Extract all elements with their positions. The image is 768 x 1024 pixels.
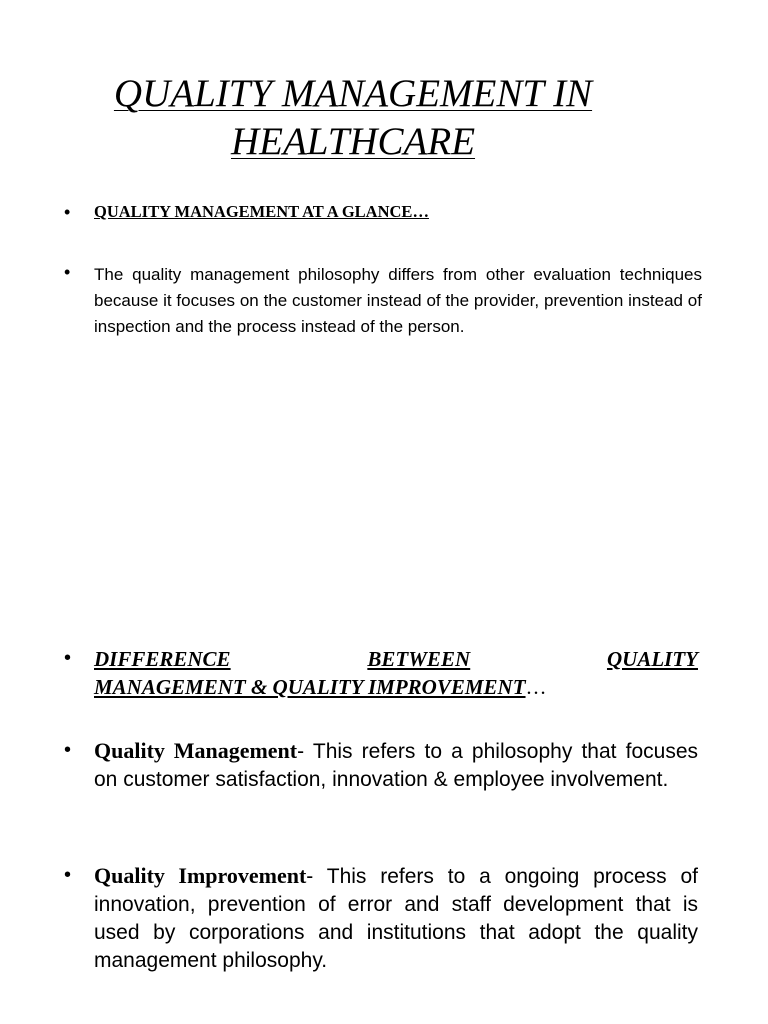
bullet-dot: • (64, 202, 71, 222)
document-title (0, 70, 706, 166)
difference-heading-word: DIFFERENCE (94, 647, 231, 671)
bullet-dot: • (64, 647, 72, 669)
definition-paragraph (94, 737, 698, 794)
definition-term: Quality Improvement (94, 863, 307, 888)
intro-paragraph: The quality management philosophy differs from other evaluation techniques because it focuses on the customer instead of the provider, prevention instead of inspection and the process instead of the person. (94, 265, 702, 336)
definition-text: This refers to a ongoing process of innovation, prevention of error and staff development that is used by corporations and institutions that adopt the quality management philosophy. (94, 865, 698, 972)
bullet-dot: • (64, 739, 72, 761)
bullet-dot: • (64, 262, 71, 282)
glance-heading: QUALITY MANAGEMENT AT A GLANCE… (94, 202, 429, 221)
document-title-line2: HEALTHCARE (230, 120, 476, 163)
definition-separator: - (297, 740, 305, 763)
difference-heading-line2-text: MANAGEMENT & QUALITY IMPROVEMENT (94, 675, 526, 699)
bullet-dot: • (64, 864, 72, 886)
definition-term: Quality Management (94, 738, 298, 763)
definition-paragraph (94, 862, 698, 975)
difference-heading (94, 645, 698, 701)
definition-separator: - (306, 865, 314, 888)
definition-text: This refers to a philosophy that focuses on customer satisfaction, innovation & employee involvement. (94, 740, 699, 791)
difference-heading-line1 (94, 645, 698, 673)
difference-heading-line2 (94, 673, 698, 701)
difference-heading-ellipsis: … (525, 675, 547, 699)
difference-heading-word: QUALITY (606, 647, 698, 671)
document-title-line1: QUALITY MANAGEMENT IN (113, 72, 593, 115)
difference-heading-word: BETWEEN (367, 647, 471, 671)
